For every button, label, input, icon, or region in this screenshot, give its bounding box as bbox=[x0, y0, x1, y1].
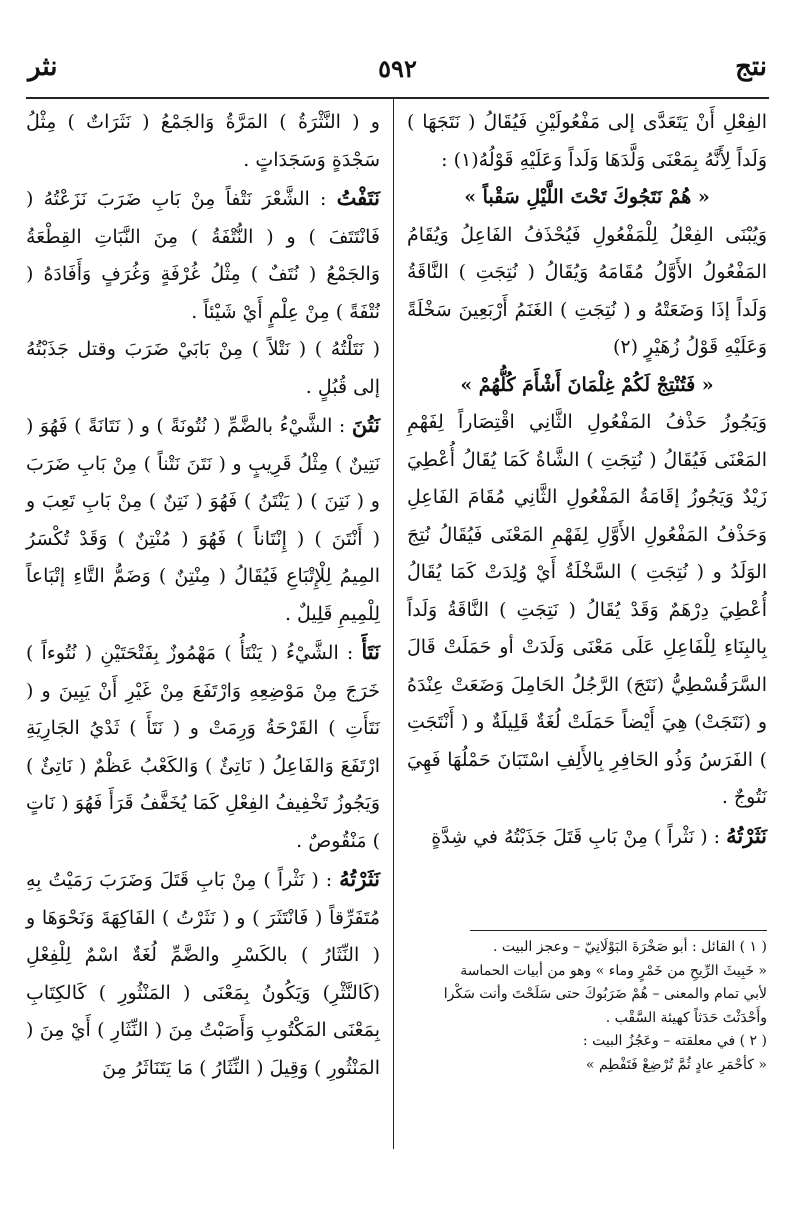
dictionary-entry bbox=[26, 633, 380, 860]
entry-headword: نَثَرْتُهُ bbox=[726, 822, 767, 848]
header-right-word: نتج bbox=[735, 52, 767, 82]
footnote-line: لأبي تمام والمعنى – هُمْ ضَرَبُوكَ حتى سَلَحْتَ وأنت سَكْرا bbox=[443, 986, 767, 1002]
paragraph: وَيَجُوزُ حَذْفُ المَفْعُولِ الثَّانِي اقْتِصَاراً لِفَهْمِ المَعْنَى فَيُقَالُ ( نُتِجَتِ ) الشَّاةُ كَمَا يُقَالُ أُعْطِيَ زَيْدٌ وَيَجُوزُ إقَامَةُ المَفْعُولِ الثَّانِي مُقَامَ الفَاعِلِ وَحَذْفُ المَفْعُولِ الأَوَّلِ لِفَهْمِ المَعْنَى فَيُقَالُ نُتِجَ الوَلَدُ و ( نُتِجَتِ ) السَّخْلَةُ أَيْ وُلِدَتْ كَمَا يُقَالُ أُعْطِيَ دِرْهَمٌ وَقَدْ يُقَالُ ( نَتِجَتِ ) النَّاقَةُ وَلَداً بِالبِنَاءِ لِلْفَاعِلِ عَلَى مَعْنَى وَلَدَتْ أو حَمَلَتْ قَالَ السَّرَقُسْطِيُّ (نَتَجَ) الرَّجُلُ الحَامِلَ وَضَعَتْ عِنْدَهُ و (نَتَجَتْ) هِيَ أَيْضاً حَمَلَتْ لُغَةٌ قَلِيلَةٌ و ( أَنْتَجَتِ ) الفَرَسُ وَذُو الحَافِرِ بِالأَلِفِ اسْتَبَانَ حَمْلُهَا فَهِيَ نَتُوجٌ . bbox=[407, 411, 767, 808]
footnote-rule bbox=[470, 930, 767, 931]
verse-line: « هُمْ نَتَجُوكَ تَحْتَ اللَّيْلِ سَقْباً » bbox=[464, 186, 710, 208]
header-left-word: نثر bbox=[28, 52, 58, 82]
paragraph: الفِعْلِ أَنْ يَتَعَدَّى إلى مَفْعُولَيْنِ فَيُقَالُ ( نَتَجَهَا ) وَلَداً لِأَنَّهُ بِمَعْنَى وَلَّدَهَا وَلَداً وَعَلَيْهِ قَوْلُهُ(١) : bbox=[407, 111, 767, 171]
entry-body: : الشَّعْرَ نَتْفاً مِنْ بَابِ ضَرَبَ نَزَعْتُهُ ( فَانْتَتَفَ ) و ( النُّتْفَةُ ) مِنَ النَّبَاتِ القِطْعَةُ وَالجَمْعُ ( نُتَفٌ ) مِثْلُ غُرْفَةٍ وَغُرَفٍ وَأَفَادَهُ ( نُتْفَةً ) مِنْ عِلْمٍ أَيْ شَيْئاً . bbox=[26, 188, 380, 323]
header-rule bbox=[26, 97, 769, 99]
paragraph: و ( النَّثْرَةُ ) المَرَّةُ وَالجَمْعُ ( نَثَرَاتٌ ) مِثْلُ سَجْدَةٍ وَسَجَدَاتٍ . bbox=[26, 111, 380, 171]
paragraph: ( نَتَلْتُهُ ) ( نَتْلاً ) مِنْ بَابَيْ ضَرَبَ وقتل جَذَبْتُهُ إلى قُبُلٍ . bbox=[26, 338, 380, 398]
entry-headword: نَتَفْتُ bbox=[336, 185, 380, 210]
right-column bbox=[407, 104, 767, 856]
entry-headword: نَتُنَ bbox=[351, 412, 380, 437]
dictionary-entry bbox=[26, 406, 380, 633]
entry-body: : ( نَثْراً ) مِنْ بَابِ قَتَلَ وَضَرَبَ رَمَيْتُ بِهِ مُتَفَرِّقاً ( فَانْتَثَرَ ) و ( نَثَرْتُ ) الفَاكِهَةَ وَنَحْوَهَا و ( النِّثَارُ ) بالكَسْرِ والضَّمِّ لُغَةٌ اسْمٌ لِلْفِعْلِ (كَالنَّثْرِ) وَيَكُونُ بِمَعْنَى ( المَنْثُورِ ) كَالكِتَابِ بِمَعْنَى المَكْتُوبِ وَأَصَبْتُ مِنَ ( النِّثَارِ ) أَيْ مِنَ ( المَنْثُورِ ) وَقِيلَ ( النِّثَارُ ) مَا يَتَنَاثَرُ مِنَ bbox=[26, 869, 380, 1079]
entry-body: : ( نَثْراً ) مِنْ بَابِ قَتَلَ جَذَبْتُهُ في شِدَّةٍ bbox=[431, 825, 727, 848]
entry-body: : الشَّيْءُ بالضَّمِّ ( نُتُونَةً ) و ( نَتَانَةً ) فَهُوَ ( نَتِينٌ ) مِثْلُ قَرِيبٍ و ( نَتَنَ نَتْناً ) مِنْ بَابِ ضَرَبَ و ( نَتِنَ ) ( يَنْتَنُ ) فَهُوَ ( نَتِنٌ ) مِنْ بَابِ تَعِبَ و ( أَنْتَنَ ) ( إِنْتَاناً ) فَهُوَ ( مُنْتِنٌ ) وَقَدْ تُكْسَرُ المِيمُ لِلْإِتْبَاعِ فَيُقَالُ ( مِنْتِنٌ ) وَضَمُّ التَّاءِ إتْبَاعاً لِلْمِيمِ قَلِيلٌ . bbox=[26, 415, 380, 625]
footnote-line: « كأحْمَرِ عادٍ ثُمَّ تُرْضِعْ فَتَفْطِم » bbox=[585, 1056, 767, 1073]
footnote-line: ( ١ ) القائل : أبو صَخْرَةَ البَوْلَانِيّ – وعجز البيت . bbox=[493, 939, 767, 955]
page-header bbox=[28, 52, 767, 92]
paragraph: وَيُبْنَى الفِعْلُ لِلْمَفْعُولِ فَيُحْذَفُ الفَاعِلُ وَيُقَامُ المَفْعُولُ الأَوَّلُ مُقَامَهُ وَيُقَالُ ( نُتِجَتِ ) النَّاقَةُ وَلَداً إذَا وَضَعَتْهُ و ( نُتِجَتِ ) الغَنَمُ أَرْبَعِينَ سَخْلَةً وَعَلَيْهِ قَوْلُ زُهَيْرٍ (٢) bbox=[407, 223, 767, 358]
footnote-line: « خَبِيثَ الرِّيحِ من خَمْرٍ وماء » وهو من أبيات الحماسة bbox=[460, 962, 767, 979]
dictionary-entry bbox=[26, 179, 380, 331]
verse-line: « فَتُنْتِجْ لَكُمْ غِلْمَانَ أَشْأَمَ كُلُّهُمْ » bbox=[460, 373, 714, 396]
entry-body: : الشَّيْءُ ( يَنْتَأُ ) مَهْمُوزٌ بِفَتْحَتَيْنِ ( نُتُوءاً ) خَرَجَ مِنْ مَوْضِعِهِ وَارْتَفَعَ مِنْ غَيْرِ أَنْ يَبِينَ و ( نَتَأَتِ ) القَرْحَةُ وَرِمَتْ و ( نَتَأَ ) ثَدْيُ الجَارِيَةِ ارْتَفَعَ وَالفَاعِلُ ( نَاتِئٌ ) وَالكَعْبُ عَظْمٌ ( نَاتِئٌ ) وَيَجُوزُ تَخْفِيفُ الفِعْلِ كَمَا يُخَفَّفُ قَرَأَ فَهُوَ ( نَاتٍ ) مَنْقُوصٌ . bbox=[26, 642, 380, 852]
page-number: ٥٩٢ bbox=[378, 54, 417, 83]
footnotes bbox=[407, 936, 767, 1077]
dictionary-entry bbox=[407, 817, 767, 857]
left-column bbox=[26, 104, 380, 1087]
entry-headword: نَتَأَ bbox=[361, 639, 380, 664]
entry-headword: نَثَرْتُهُ bbox=[339, 866, 380, 891]
footnote-line: ( ٢ ) في معلقته – وعَجُزُ البيت : bbox=[582, 1033, 767, 1049]
dictionary-entry bbox=[26, 860, 380, 1087]
column-divider bbox=[393, 99, 394, 1149]
footnote-line: وأَحْدَثْتَ حَدَثاً كهيئة السَّقْب . bbox=[605, 1009, 767, 1026]
